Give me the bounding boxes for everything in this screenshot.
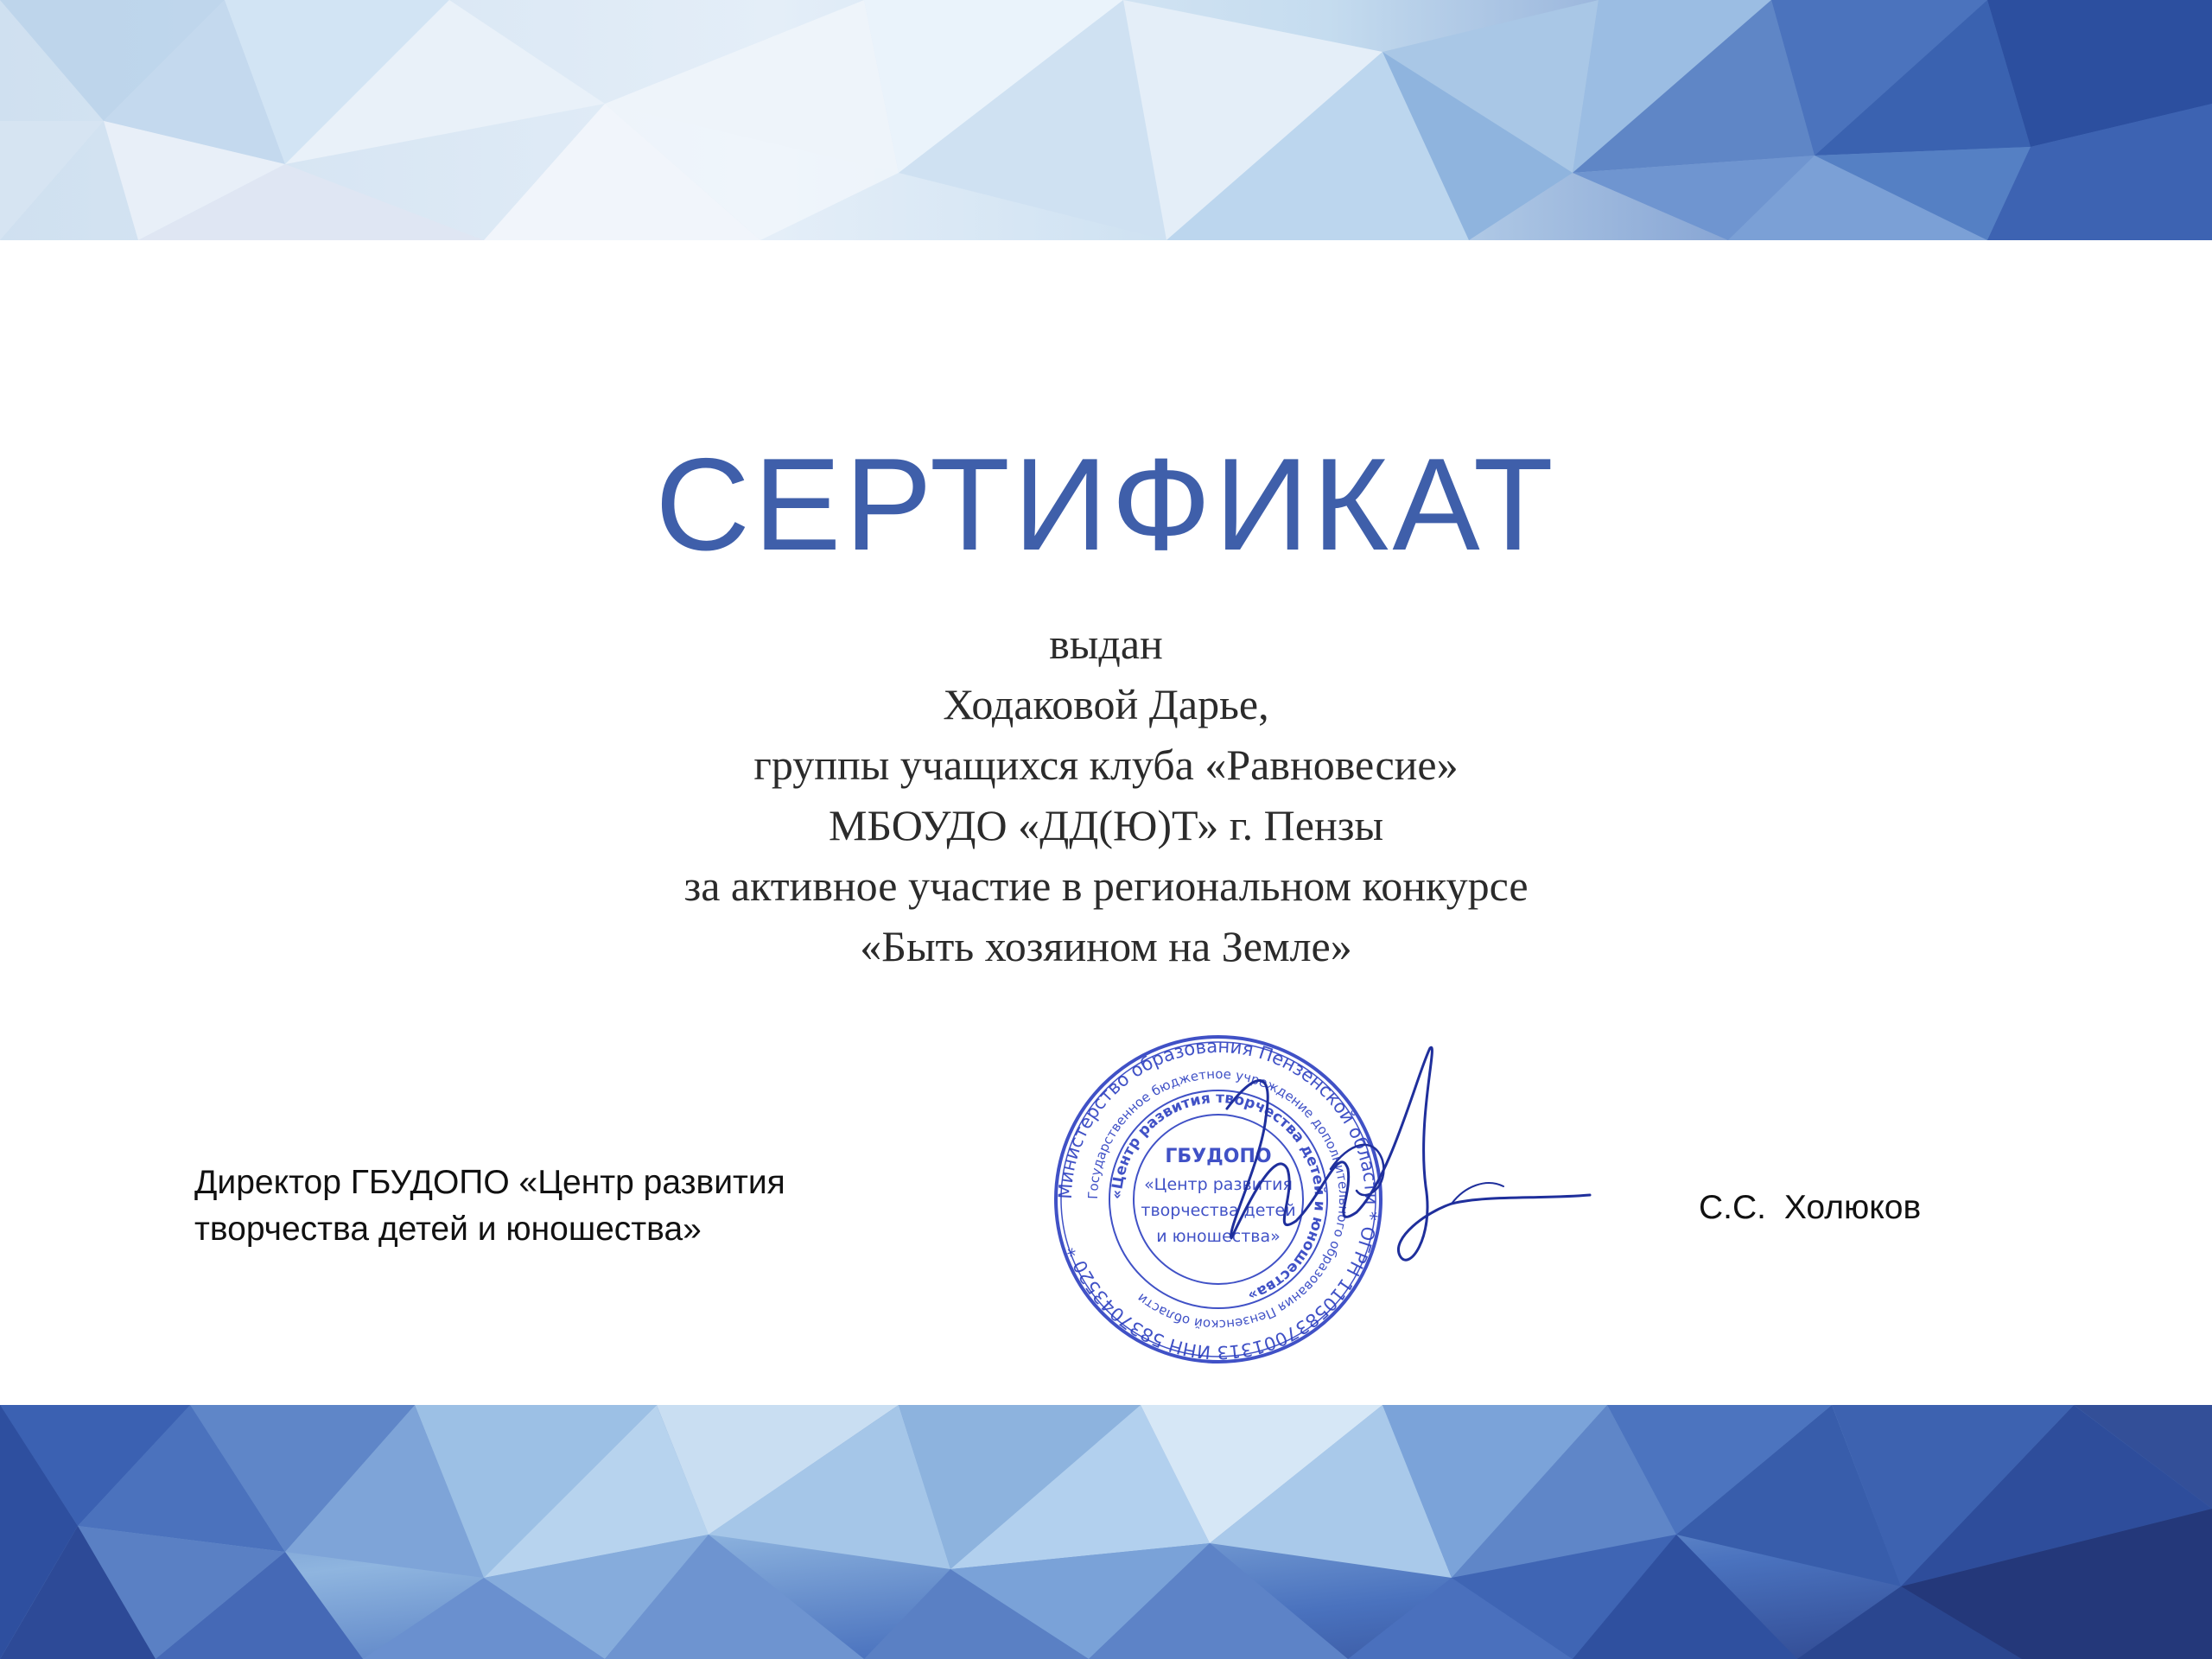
stamp-inner-ring-text: «Центр развития творчества детей и юношества» (1108, 1089, 1329, 1305)
recipient-group: группы учащихся клуба «Равновесие» (753, 741, 1459, 789)
contest-name: «Быть хозяином на Земле» (860, 922, 1352, 970)
recipient-institution: МБОУДО «ДД(Ю)Т» г. Пензы (828, 801, 1384, 849)
stamp-outer-text: Министерство образования Пензенской области * ОГРН 1105837001313 ИНН 5837043520 * (1054, 1035, 1382, 1363)
stamp-center-line3: творчества детей (1141, 1201, 1296, 1220)
stamp-center-line4: и юношества» (1156, 1227, 1281, 1246)
top-decorative-band (0, 0, 2212, 240)
signer-position: Директор ГБУДОПО «Центр развития творчества детей и юношества» (194, 1164, 785, 1248)
signer-name: С.С. Холюков (1699, 1189, 1922, 1226)
bottom-decorative-band (0, 1405, 2212, 1659)
stamp-center-line2: «Центр развития (1144, 1175, 1293, 1194)
certificate-title: СЕРТИФИКАТ (655, 431, 1557, 578)
stamp-center-line1: ГБУДОПО (1165, 1146, 1272, 1167)
certificate-text (0, 613, 2212, 976)
recipient-name: Ходаковой Дарье, (943, 680, 1269, 728)
certificate-body (0, 240, 2212, 1405)
award-reason: за активное участие в региональном конкурсе (683, 861, 1529, 910)
handwritten-signature (1123, 1039, 1607, 1316)
stamp-middle-text: Государственное бюджетное учреждение дополнительного образования Пензенской области (1084, 1065, 1352, 1333)
issued-line: выдан (1049, 620, 1163, 668)
